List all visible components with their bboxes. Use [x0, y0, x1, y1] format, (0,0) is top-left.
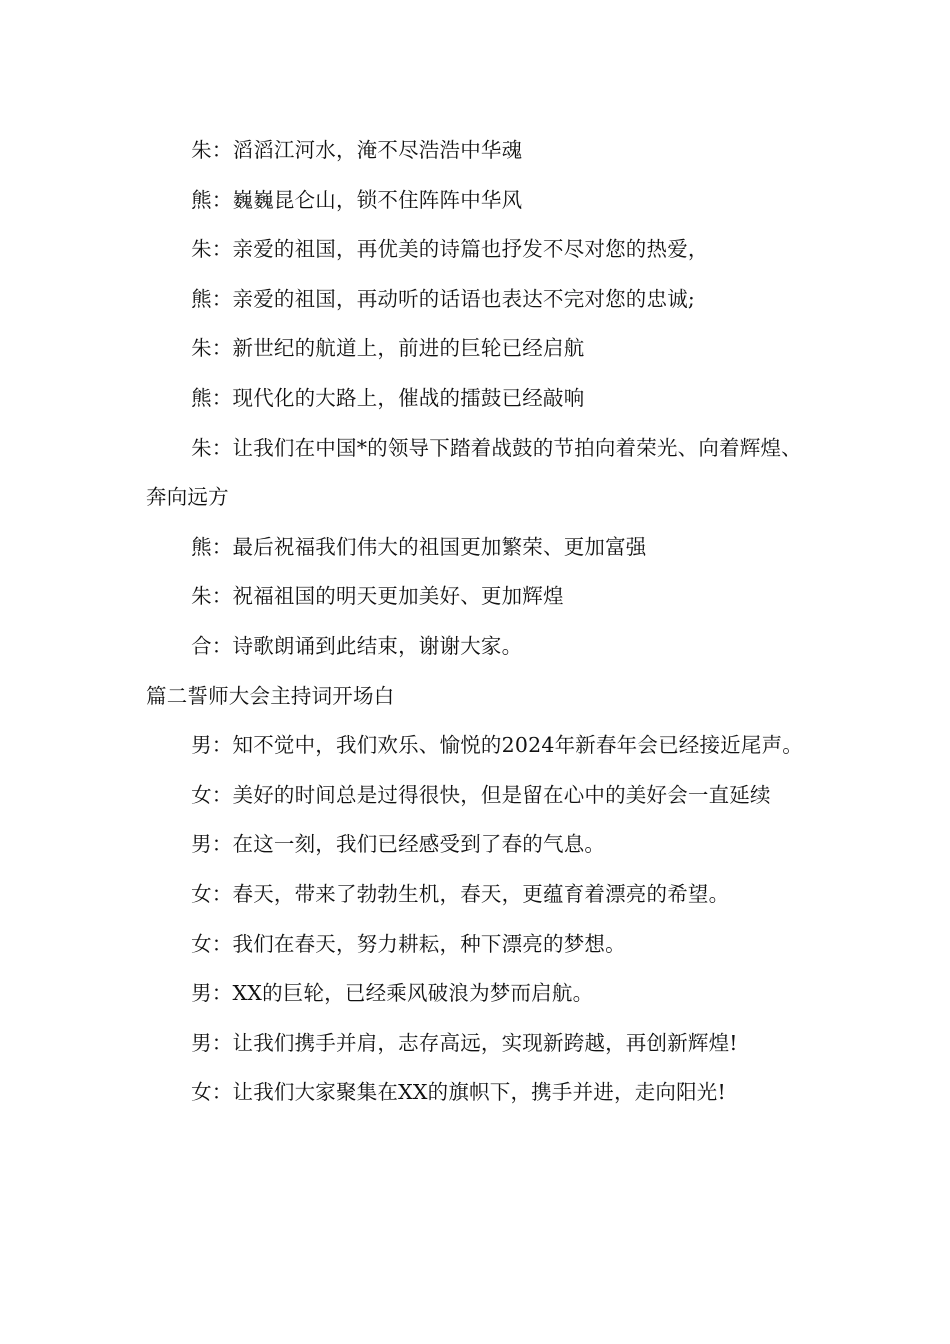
paragraph: 男：让我们携手并肩，志存高远，实现新跨越，再创新辉煌!	[191, 1030, 738, 1055]
paragraph: 朱：亲爱的祖国，再优美的诗篇也抒发不尽对您的热爱，	[191, 237, 709, 262]
paragraph: 男：XX的巨轮，已经乘风破浪为梦而启航。	[191, 981, 594, 1006]
paragraph: 熊：现代化的大路上，催战的擂鼓已经敲响	[191, 385, 585, 410]
paragraph: 朱：让我们在中国*的领导下踏着战鼓的节拍向着荣光、向着辉煌、奔向远方	[146, 435, 802, 510]
paragraph: 熊：亲爱的祖国，再动听的话语也表达不完对您的忠诚;	[191, 286, 695, 311]
paragraph: 女：我们在春天，努力耕耘，种下漂亮的梦想。	[191, 931, 626, 956]
paragraph: 男：知不觉中，我们欢乐、愉悦的2024年新春年会已经接近尾声。	[191, 733, 803, 758]
paragraph: 熊：最后祝福我们伟大的祖国更加繁荣、更加富强	[191, 534, 647, 559]
document-body	[146, 126, 810, 1118]
paragraph: 女：美好的时间总是过得很快，但是留在心中的美好会一直延续	[191, 782, 771, 807]
paragraph: 朱：滔滔江河水，淹不尽浩浩中华魂	[191, 138, 523, 162]
paragraph: 熊：巍巍昆仑山，锁不住阵阵中华风	[191, 187, 523, 212]
paragraph: 男：在这一刻，我们已经感受到了春的气息。	[191, 832, 606, 857]
paragraph: 女：让我们大家聚集在XX的旗帜下，携手并进，走向阳光!	[191, 1080, 726, 1105]
paragraph: 合：诗歌朗诵到此结束，谢谢大家。	[191, 633, 523, 658]
section-heading: 篇二誓师大会主持词开场白	[146, 683, 395, 708]
paragraph: 朱：祝福祖国的明天更加美好、更加辉煌	[191, 584, 564, 609]
paragraph: 朱：新世纪的航道上，前进的巨轮已经启航	[191, 336, 585, 361]
paragraph: 女：春天，带来了勃勃生机，春天，更蕴育着漂亮的希望。	[191, 881, 730, 906]
